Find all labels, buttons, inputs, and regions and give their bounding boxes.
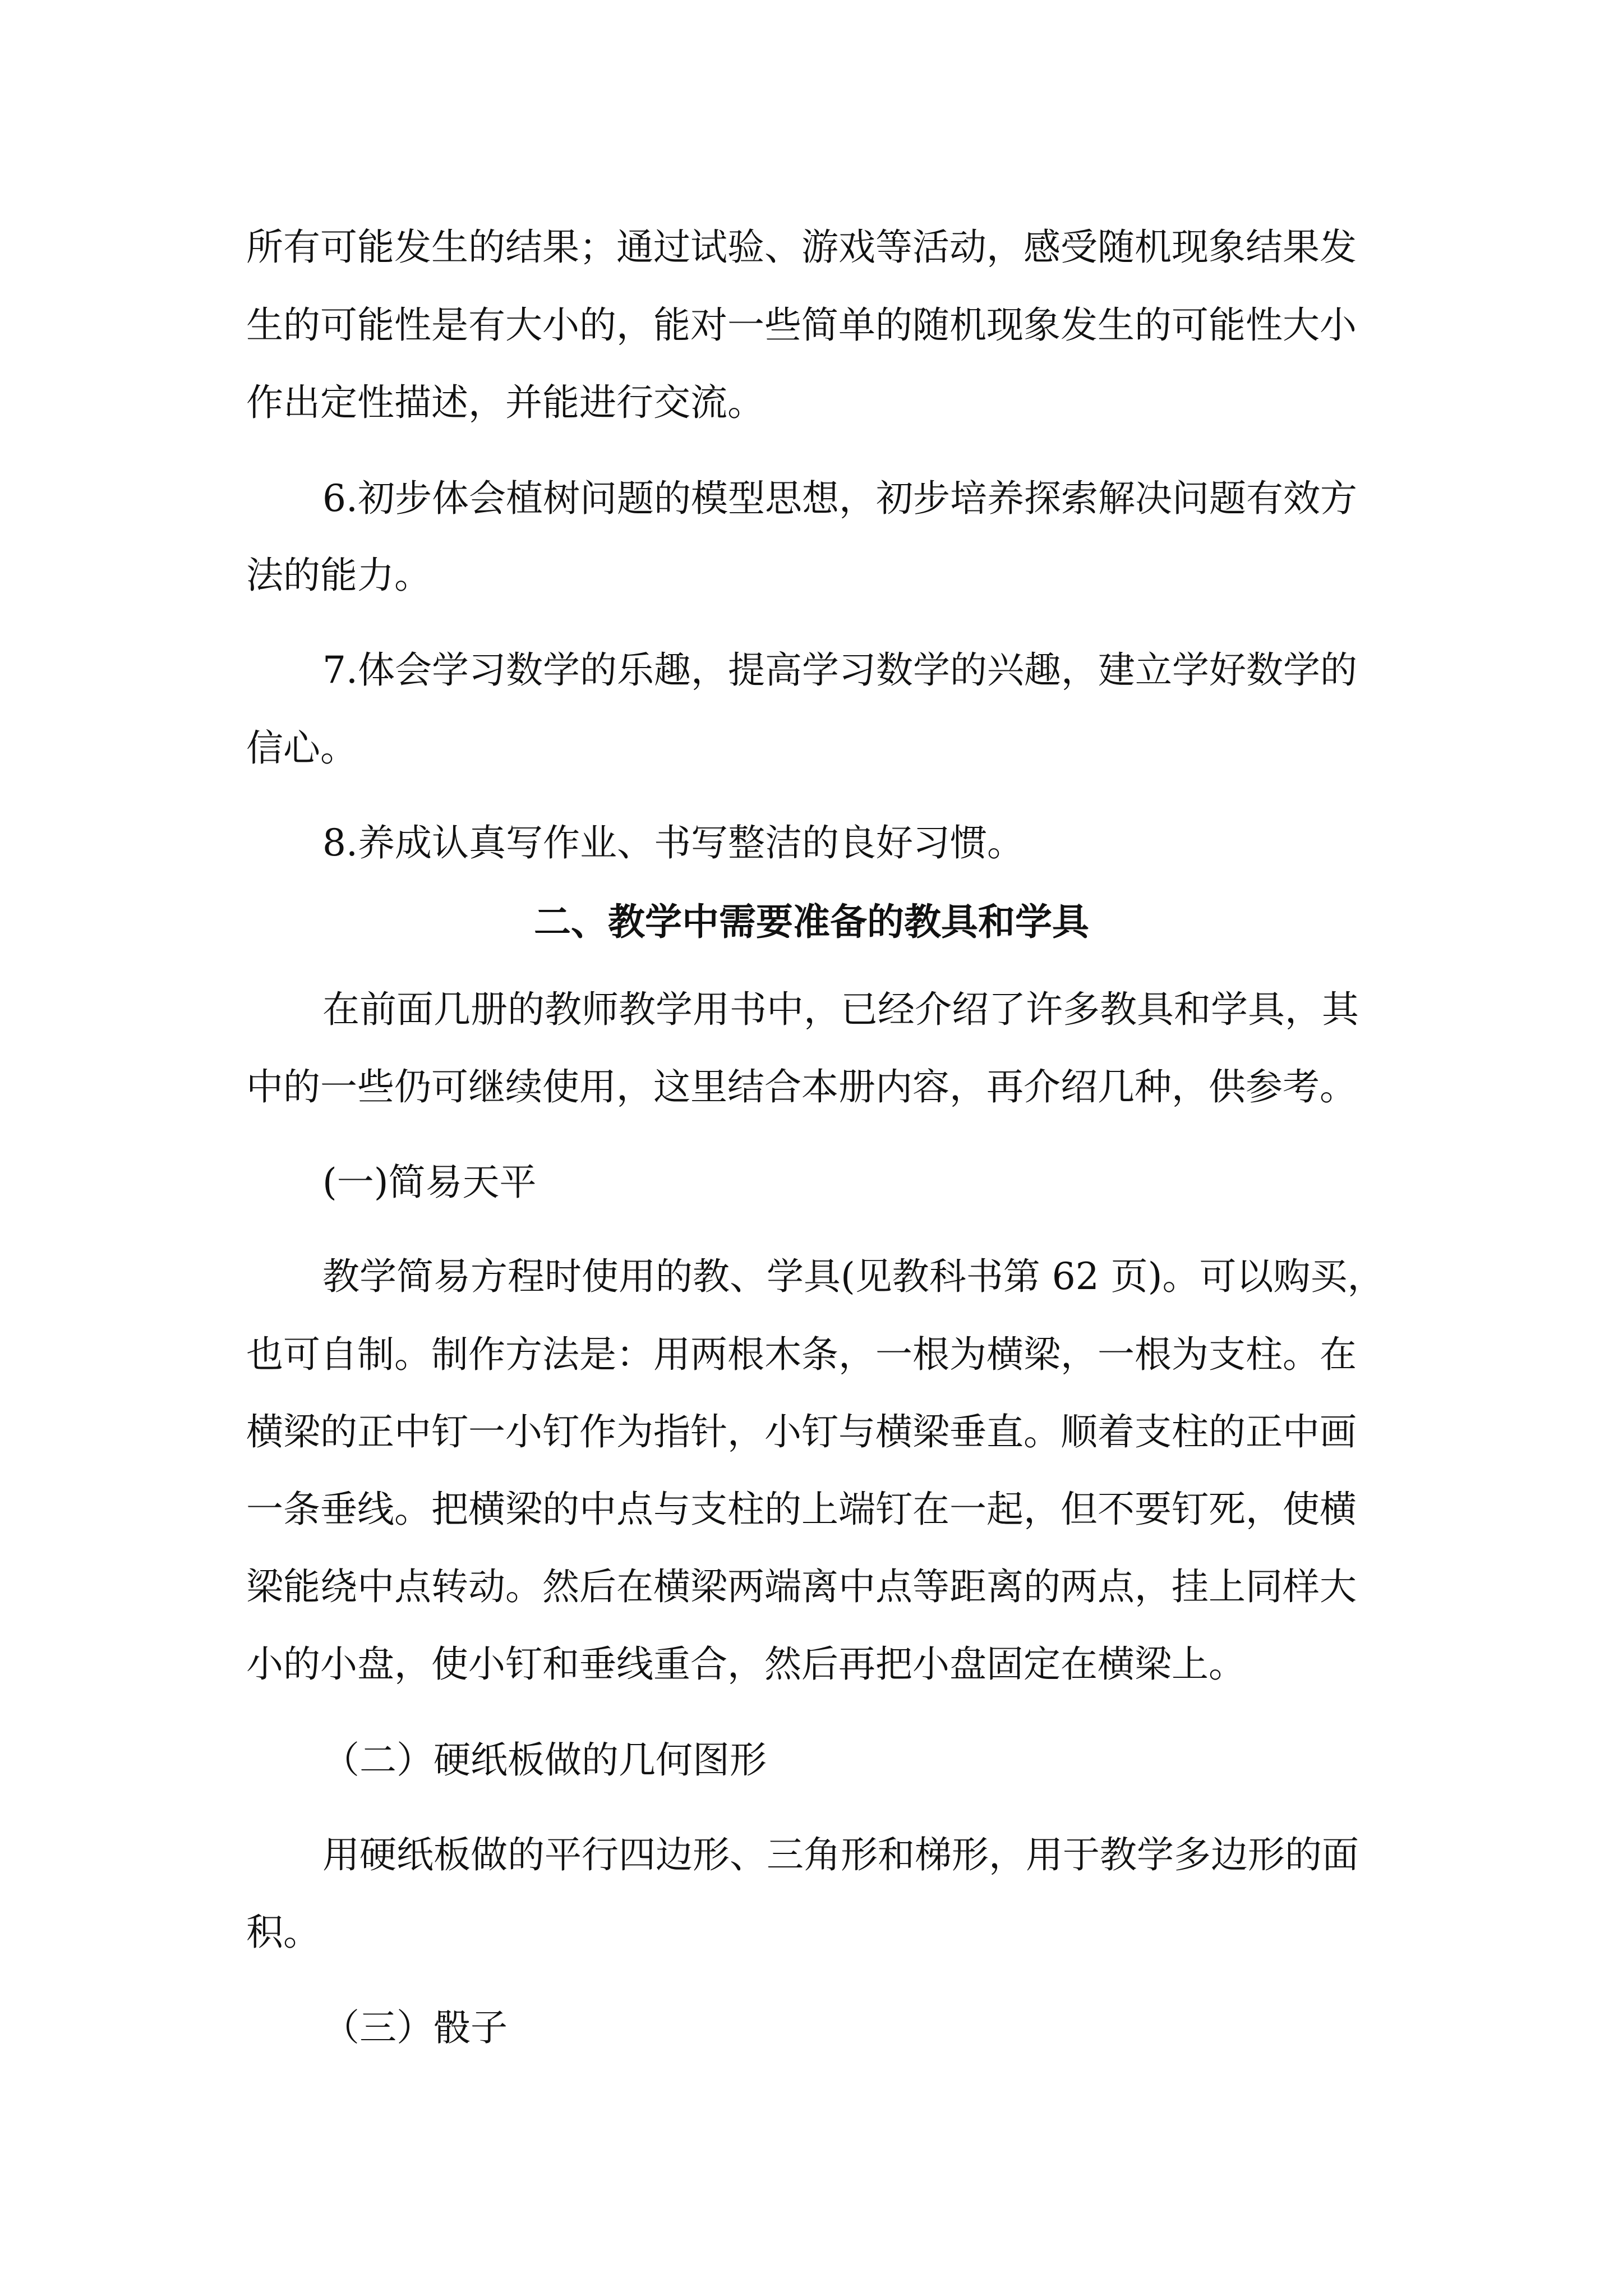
body-text-line: 所有可能发生的结果；通过试验、游戏等活动，感受随机现象结果发 (246, 226, 1357, 269)
subsection-heading: （三）骰子 (322, 2006, 508, 2049)
body-text-line: 一条垂线。把横梁的中点与支柱的上端钉在一起，但不要钉死，使横 (246, 1488, 1357, 1531)
body-text-line: 横梁的正中钉一小钉作为指针，小钉与横梁垂直。顺着支柱的正中画 (246, 1410, 1357, 1453)
body-text-line: 法的能力。 (246, 554, 431, 597)
section-heading: 二、教学中需要准备的教具和学具 (534, 900, 1089, 944)
list-item-7: 7.体会学习数学的乐趣，提高学习数学的兴趣，建立学好数学的 (322, 648, 1357, 692)
body-text-line: 在前面几册的教师教学用书中，已经介绍了许多教具和学具，其 (322, 988, 1359, 1031)
body-text-line: 梁能绕中点转动。然后在横梁两端离中点等距离的两点，挂上同样大 (246, 1565, 1357, 1608)
body-text-line: 用硬纸板做的平行四边形、三角形和梯形，用于教学多边形的面 (322, 1833, 1359, 1876)
body-text-line: 作出定性描述，并能进行交流。 (246, 381, 764, 424)
list-item-8: 8.养成认真写作业、书写整洁的良好习惯。 (322, 821, 1024, 864)
body-text-line: 信心。 (246, 726, 357, 770)
body-text-line: 生的可能性是有大小的，能对一些简单的随机现象发生的可能性大小 (246, 303, 1357, 347)
body-text-line: 中的一些仍可继续使用，这里结合本册内容，再介绍几种，供参考。 (246, 1065, 1357, 1108)
body-text-line: 小的小盘，使小钉和垂线重合，然后再把小盘固定在横梁上。 (246, 1642, 1246, 1686)
body-text-line: 积。 (246, 1911, 320, 1954)
body-text-line: 也可自制。制作方法是：用两根木条，一根为横梁，一根为支柱。在 (246, 1333, 1357, 1376)
subsection-heading: (一)简易天平 (322, 1161, 537, 1204)
body-text-line: 教学简易方程时使用的教、学具(见教科书第 62 页)。可以购买， (322, 1255, 1385, 1298)
subsection-heading: （二）硬纸板做的几何图形 (322, 1738, 767, 1782)
list-item-6: 6.初步体会植树问题的模型思想，初步培养探索解决问题有效方 (322, 477, 1357, 520)
